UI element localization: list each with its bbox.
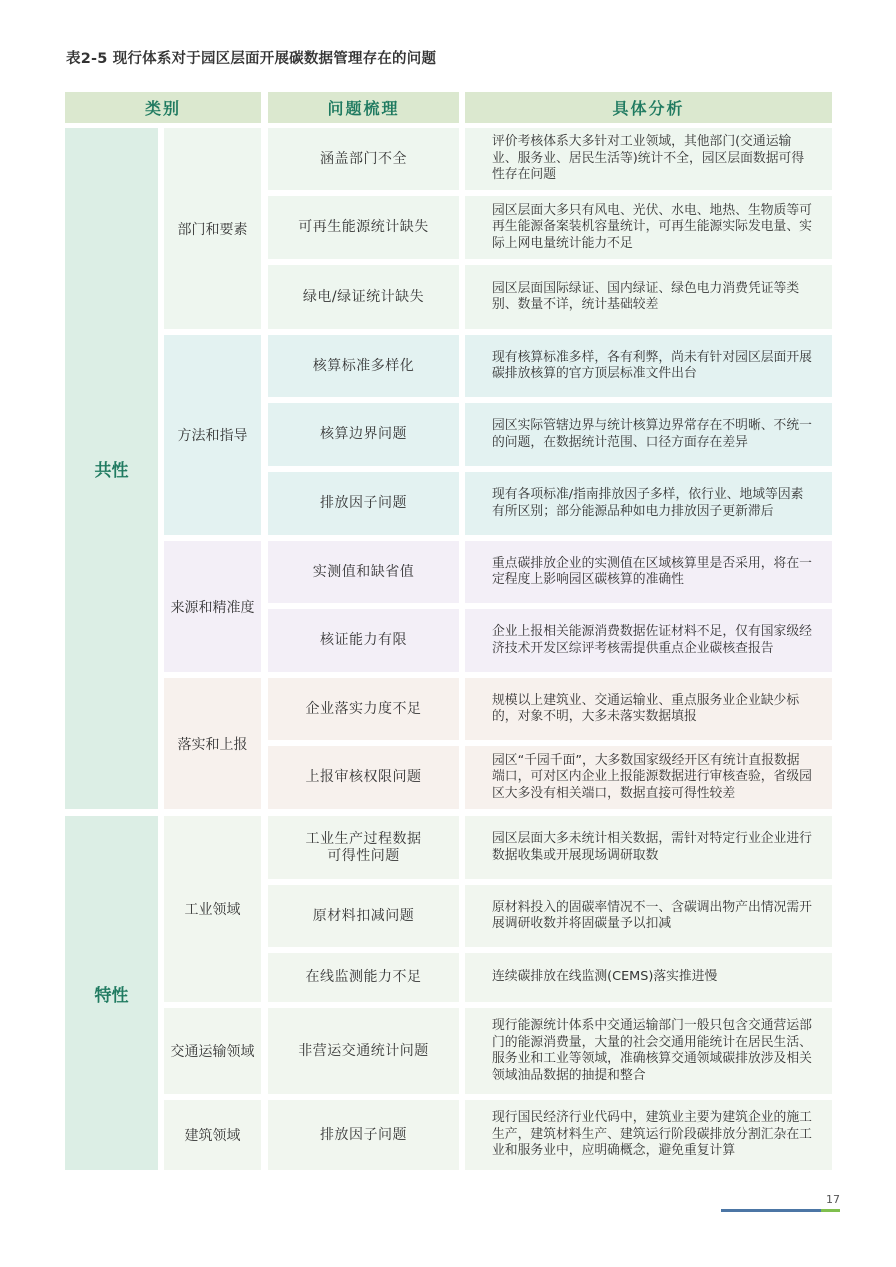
subcategory-reporting: 落实和上报 — [164, 678, 261, 809]
detail-cell: 园区层面大多只有风电、光伏、水电、地热、生物质等可再生能源备案装机容量统计，可再生能源实际发电量、实际上网电量统计能力不足 — [465, 196, 832, 259]
subcategory-transport: 交通运输领域 — [164, 1008, 261, 1094]
detail-cell: 现有各项标准/指南排放因子多样，依行业、地域等因素有所区别；部分能源品种如电力排放因子更新滞后 — [465, 472, 832, 535]
issue-cell: 核证能力有限 — [268, 609, 459, 672]
issue-cell: 可再生能源统计缺失 — [268, 196, 459, 259]
detail-cell: 现行国民经济行业代码中，建筑业主要为建筑企业的施工生产，建筑材料生产、建筑运行阶段碳排放分割汇杂在工业和服务业中，应明确概念，避免重复计算 — [465, 1100, 832, 1170]
header-category: 类别 — [65, 92, 261, 123]
issue-cell: 上报审核权限问题 — [268, 746, 459, 809]
detail-cell: 园区层面大多未统计相关数据，需针对特定行业企业进行数据收集或开展现场调研取数 — [465, 816, 832, 879]
issue-cell: 排放因子问题 — [268, 472, 459, 535]
detail-cell: 园区实际管辖边界与统计核算边界常存在不明晰、不统一的问题，在数据统计范围、口径方面存在差异 — [465, 403, 832, 466]
subcategory-sources: 来源和精准度 — [164, 541, 261, 672]
detail-cell: 企业上报相关能源消费数据佐证材料不足，仅有国家级经济技术开发区综评考核需提供重点企业碳核查报告 — [465, 609, 832, 672]
header-detail: 具体分析 — [465, 92, 832, 123]
page-number: 17 — [826, 1193, 840, 1206]
subcategory-building: 建筑领域 — [164, 1100, 261, 1170]
category-specific: 特性 — [65, 816, 158, 1170]
issue-cell: 非营运交通统计问题 — [268, 1008, 459, 1094]
header-issue: 问题梳理 — [268, 92, 459, 123]
issue-line-1: 工业生产过程数据 — [305, 830, 422, 847]
footer-rule-blue — [721, 1209, 821, 1212]
issue-cell: 核算标准多样化 — [268, 335, 459, 397]
issue-cell: 涵盖部门不全 — [268, 128, 459, 190]
detail-cell: 重点碳排放企业的实测值在区域核算里是否采用，将在一定程度上影响园区碳核算的准确性 — [465, 541, 832, 603]
subcategory-industry: 工业领域 — [164, 816, 261, 1002]
issue-cell: 原材料扣减问题 — [268, 885, 459, 947]
detail-cell: 现有核算标准多样，各有利弊，尚未有针对园区层面开展碳排放核算的官方顶层标准文件出台 — [465, 335, 832, 397]
issue-line-2: 可得性问题 — [327, 847, 400, 864]
issue-cell: 实测值和缺省值 — [268, 541, 459, 603]
detail-cell: 连续碳排放在线监测(CEMS)落实推进慢 — [465, 953, 832, 1002]
subcategory-methods: 方法和指导 — [164, 335, 261, 535]
table-caption: 表2-5 现行体系对于园区层面开展碳数据管理存在的问题 — [66, 51, 437, 67]
issue-cell — [268, 816, 459, 879]
detail-cell: 评价考核体系大多针对工业领域，其他部门(交通运输业、服务业、居民生活等)统计不全，园区层面数据可得性存在问题 — [465, 128, 832, 190]
category-common: 共性 — [65, 128, 158, 809]
subcategory-sectors: 部门和要素 — [164, 128, 261, 329]
detail-cell: 现行能源统计体系中交通运输部门一般只包含交通营运部门的能源消费量，大量的社会交通用能统计在居民生活、服务业和工业等领域，准确核算交通领域碳排放涉及相关领域油品数据的抽提和整合 — [465, 1008, 832, 1094]
detail-cell: 规模以上建筑业、交通运输业、重点服务业企业缺少标的，对象不明，大多未落实数据填报 — [465, 678, 832, 740]
issue-cell: 核算边界问题 — [268, 403, 459, 466]
issue-cell: 绿电/绿证统计缺失 — [268, 265, 459, 329]
detail-cell: 园区“千园千面”，大多数国家级经开区有统计直报数据端口，可对区内企业上报能源数据进行审核查验，省级园区大多没有相关端口，数据直接可得性较差 — [465, 746, 832, 809]
issue-cell: 在线监测能力不足 — [268, 953, 459, 1002]
issue-cell: 排放因子问题 — [268, 1100, 459, 1170]
detail-cell: 原材料投入的固碳率情况不一、含碳调出物产出情况需开展调研收数并将固碳量予以扣减 — [465, 885, 832, 947]
issue-cell: 企业落实力度不足 — [268, 678, 459, 740]
detail-cell: 园区层面国际绿证、国内绿证、绿色电力消费凭证等类别、数量不详，统计基础较差 — [465, 265, 832, 329]
footer-rule-green — [821, 1209, 840, 1212]
